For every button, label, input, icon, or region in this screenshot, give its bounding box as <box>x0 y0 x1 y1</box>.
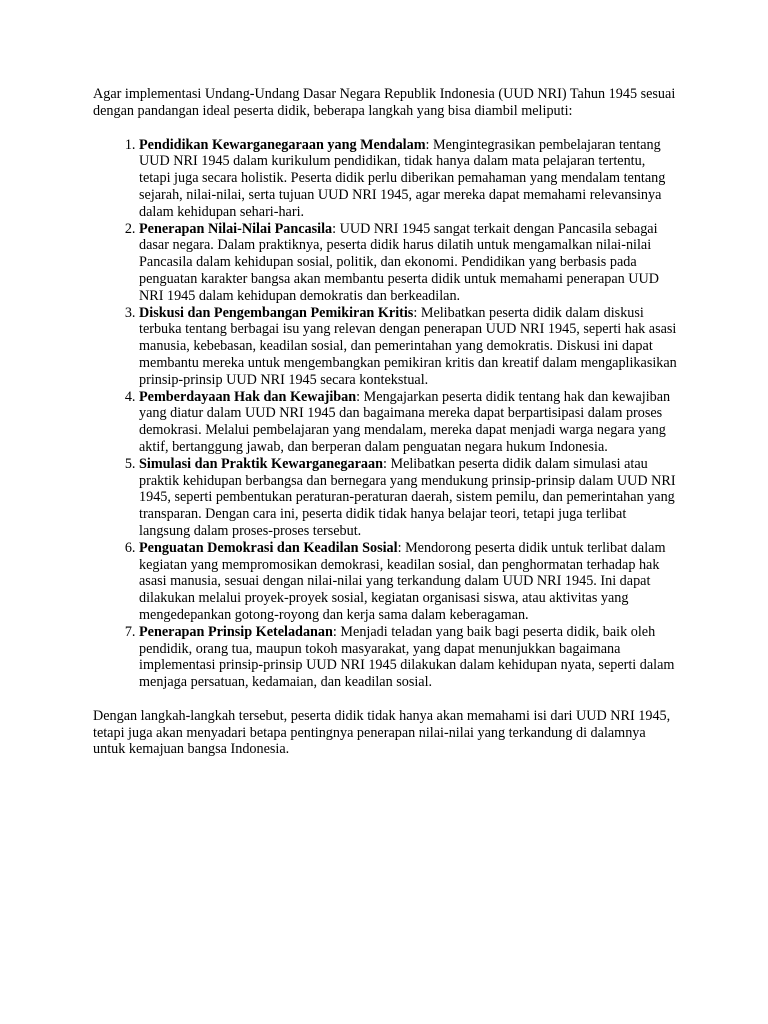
document-body <box>93 86 679 758</box>
step-title: Diskusi dan Pengembangan Pemikiran Kritis <box>139 304 414 321</box>
step-text: : Menjadi teladan yang baik bagi peserta didik, baik oleh pendidik, orang tua, maupun tokoh masyarakat, yang dapat menunjukkan bagaimana implementasi prinsip-prinsip UUD NRI 1945 dilakukan dalam kehidupan nyata, seperti dalam menjaga persatuan, kedamaian, dan keadilan sosial. <box>139 623 675 691</box>
step-text: : Mendorong peserta didik untuk terlibat dalam kegiatan yang mempromosikan demokrasi, keadilan sosial, dan penghormatan terhadap hak asasi manusia, sesuai dengan nilai-nilai yang terkandung dalam UUD NRI 1945. Ini dapat dilakukan melalui proyek-proyek sosial, kegiatan organisasi siswa, atau aktivitas yang mengedepankan gotong-royong dan kerja sama dalam keberagaman. <box>139 539 666 623</box>
step-title: Penerapan Nilai-Nilai Pancasila <box>139 220 333 237</box>
list-item <box>139 389 679 456</box>
step-text: : Melibatkan peserta didik dalam diskusi terbuka tentang berbagai isu yang relevan dengan penerapan UUD NRI 1945, seperti hak asasi manusia, kebebasan, keadilan sosial, dan pemerintahan yang demokratis. Diskusi ini dapat membantu mereka untuk mengembangkan pemikiran kritis dan kreatif dalam mengaplikasikan prinsip-prinsip UUD NRI 1945 secara kontekstual. <box>139 304 677 388</box>
conclusion-paragraph: Dengan langkah-langkah tersebut, peserta didik tidak hanya akan memahami isi dari UUD NRI 1945, tetapi juga akan menyadari betapa pentingnya penerapan nilai-nilai yang terkandung di dalamnya untuk kemajuan bangsa Indonesia. <box>93 707 671 758</box>
step-title: Penguatan Demokrasi dan Keadilan Sosial <box>139 539 398 556</box>
step-title: Simulasi dan Praktik Kewarganegaraan <box>139 455 383 472</box>
step-text: : Mengajarkan peserta didik tentang hak dan kewajiban yang diatur dalam UUD NRI 1945 dan bagaimana mereka dapat berpartisipasi dalam proses demokrasi. Melalui pembelajaran yang mendalam, mereka dapat menjadi warga negara yang aktif, bertanggung jawab, dan berperan dalam penguatan negara hukum Indonesia. <box>139 388 671 455</box>
steps-list <box>93 137 679 691</box>
list-item <box>139 137 679 221</box>
intro-paragraph: Agar implementasi Undang-Undang Dasar Negara Republik Indonesia (UUD NRI) Tahun 1945 sesuai dengan pandangan ideal peserta didik, beberapa langkah yang bisa diambil meliputi: <box>93 86 676 119</box>
list-item <box>139 456 679 540</box>
step-title: Penerapan Prinsip Keteladanan <box>139 623 333 640</box>
step-title: Pemberdayaan Hak dan Kewajiban <box>139 388 357 405</box>
list-item <box>139 624 679 691</box>
list-item <box>139 305 679 389</box>
list-item <box>139 221 679 305</box>
step-text: : Melibatkan peserta didik dalam simulasi atau praktik kehidupan berbangsa dan bernegara yang mendukung prinsip-prinsip dalam UUD NRI 1945, seperti pembentukan peraturan-peraturan daerah, sistem pemilu, dan pemerintahan yang transparan. Dengan cara ini, peserta didik tidak hanya belajar teori, tetapi juga terlibat langsung dalam proses-proses tersebut. <box>139 455 676 539</box>
step-text: : UUD NRI 1945 sangat terkait dengan Pancasila sebagai dasar negara. Dalam praktiknya, peserta didik harus dilatih untuk mengamalkan nilai-nilai Pancasila dalam kehidupan sosial, politik, dan ekonomi. Pendidikan yang berbasis pada penguatan karakter bangsa akan membantu peserta didik untuk memahami penerapan UUD NRI 1945 dalam kehidupan demokratis dan berkeadilan. <box>139 220 660 304</box>
list-item <box>139 540 679 624</box>
step-text: : Mengintegrasikan pembelajaran tentang UUD NRI 1945 dalam kurikulum pendidikan, tidak hanya dalam mata pelajaran tertentu, tetapi juga secara holistik. Peserta didik perlu diberikan pemahaman yang mendalam tentang sejarah, nilai-nilai, serta tujuan UUD NRI 1945, agar mereka dapat memahami relevansinya dalam kehidupan sehari-hari. <box>139 136 666 220</box>
step-title: Pendidikan Kewarganegaraan yang Mendalam <box>139 136 426 153</box>
